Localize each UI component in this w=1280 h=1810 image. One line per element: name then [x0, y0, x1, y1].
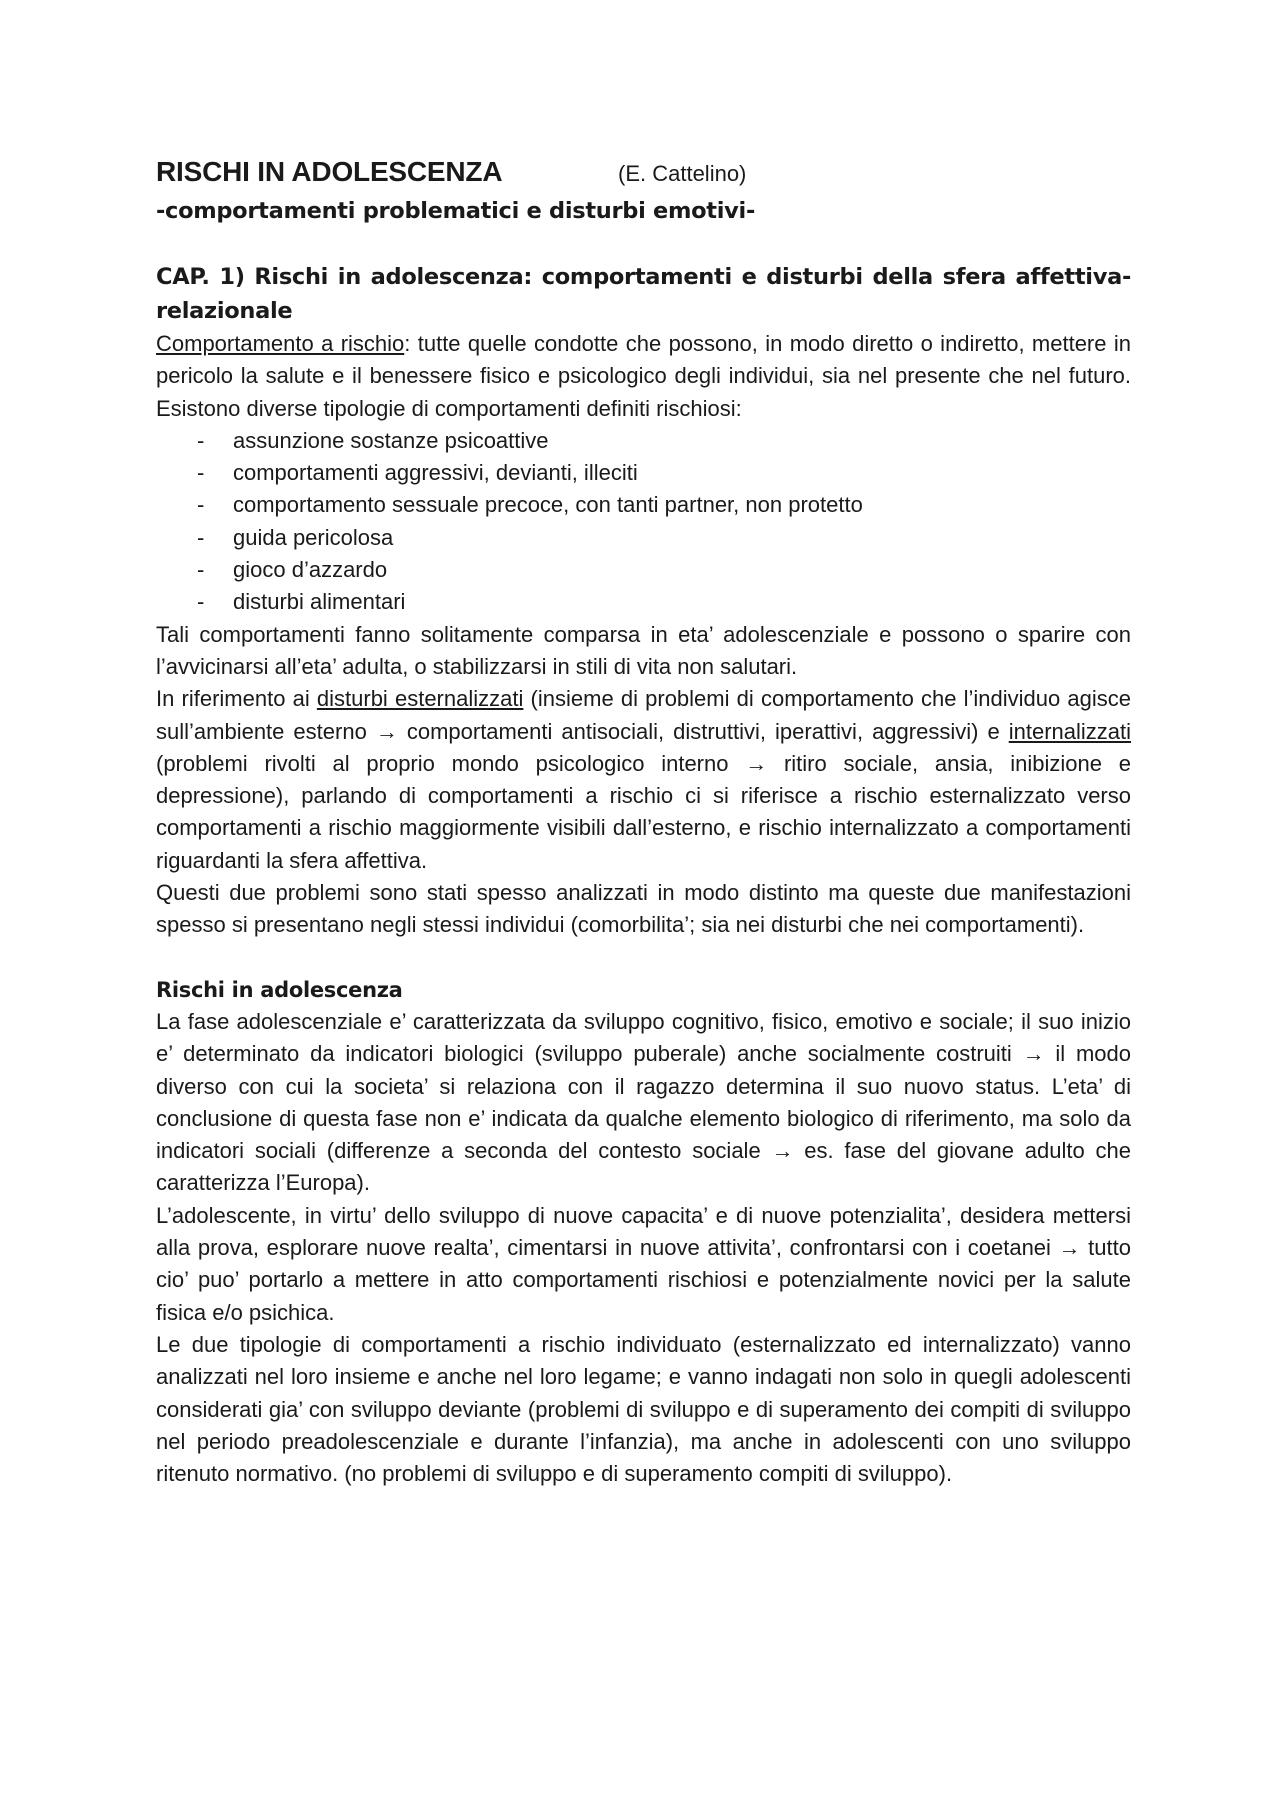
- paragraph-2: Tali comportamenti fanno solitamente comparsa in eta’ adolescenziale e possono o sparire con l’avvicinarsi all’eta’ adulta, o stabilizzarsi in stili di vita non salutari.: [156, 621, 1131, 679]
- section-paragraph-3: Le due tipologie di comportamenti a rischio individuato (esternalizzato ed internalizzato) vanno analizzati nel loro insieme e anche nel loro legame; e vanno indagati non solo in quegli adolescenti considerati gia’ con sviluppo deviante (problemi di sviluppo e di superamento dei compiti di sviluppo nel periodo preadolescenziale e durante l’infanzia), ma anche in adolescenti con uno sviluppo ritenuto normativo. (no problemi di sviluppo e di superamento compiti di sviluppo).: [156, 1331, 1131, 1487]
- term-internalizzati: internalizzati: [1008, 718, 1131, 744]
- spacer: [156, 942, 1131, 974]
- title-row: [156, 152, 1131, 194]
- term-comportamento-a-rischio: Comportamento a rischio: [156, 331, 405, 356]
- chapter-heading: CAP. 1) Rischi in adolescenza: comportamenti e disturbi della sfera affettiva-relazionale: [156, 264, 1131, 324]
- document-subtitle: -comportamenti problematici e disturbi emotivi-: [156, 198, 755, 224]
- spacer: [156, 228, 1131, 260]
- list-item: - assunzione sostanze psicoattive: [156, 425, 1131, 457]
- risk-behaviour-list: [156, 425, 1131, 619]
- section-paragraph-2: L’adolescente, in virtu’ dello sviluppo di nuove capacita’ e di nuove potenzialita’, desidera mettersi alla prova, esplorare nuove realta’, cimentarsi in nuove attivita’, confrontarsi con i coetanei → tutto cio’ puo’ portarlo a mettere in atto comportamenti rischiosi e potenzialmente novici per la salute fisica e/o psichica.: [156, 1202, 1131, 1325]
- list-item: - guida pericolosa: [156, 522, 1131, 554]
- list-item: - comportamento sessuale precoce, con tanti partner, non protetto: [156, 489, 1131, 521]
- text-span: (insieme di problemi di comportamento che l’individuo agisce sull’ambiente esterno → comportamenti antisociali, distruttivi, iperattivi, aggressivi) e: [156, 686, 1131, 744]
- document-title: RISCHI IN ADOLESCENZA: [156, 156, 503, 187]
- text-span: In riferimento ai: [156, 686, 317, 712]
- document-page: [156, 152, 1131, 1490]
- paragraph-4: Questi due problemi sono stati spesso analizzati in modo distinto ma queste due manifestazioni spesso si presentano negli stessi individui (comorbilita’; sia nei disturbi che nei comportamenti).: [156, 880, 1131, 938]
- list-item: - gioco d’azzardo: [156, 554, 1131, 586]
- document-author: (E. Cattelino): [618, 161, 747, 186]
- list-item: - comportamenti aggressivi, devianti, illeciti: [156, 457, 1131, 489]
- definition-text: : tutte quelle condotte che possono, in modo diretto o indiretto, mettere in pericolo la salute e il benessere fisico e psicologico degli individui, sia nel presente che nel futuro. Esistono diverse tipologie di comportamenti definiti rischiosi:: [156, 331, 1131, 421]
- text-span: (problemi rivolti al proprio mondo psicologico interno → ritiro sociale, ansia, inibizione e depressione), parlando di comportamenti a rischio ci si riferisce a rischio esternalizzato verso comportamenti a rischio maggiormente visibili dall’esterno, e rischio internalizzato a comportamenti riguardanti la sfera affettiva.: [156, 750, 1131, 873]
- paragraph-3: [156, 683, 1131, 877]
- paragraph-definition: [156, 328, 1131, 425]
- list-item: - disturbi alimentari: [156, 586, 1131, 618]
- term-disturbi-esternalizzati: disturbi esternalizzati: [316, 686, 524, 712]
- section-heading: Rischi in adolescenza: [156, 977, 403, 1002]
- section-paragraph-1: La fase adolescenziale e’ caratterizzata da sviluppo cognitivo, fisico, emotivo e sociale; il suo inizio e’ determinato da indicatori biologici (sviluppo puberale) anche socialmente costruiti → il modo diverso con cui la societa’ si relaziona con il ragazzo determina il suo nuovo status. L’eta’ di conclusione di questa fase non e’ indicata da qualche elemento biologico di riferimento, ma solo da indicatori sociali (differenze a seconda del contesto sociale → es. fase del giovane adulto che caratterizza l’Europa).: [156, 1008, 1131, 1196]
